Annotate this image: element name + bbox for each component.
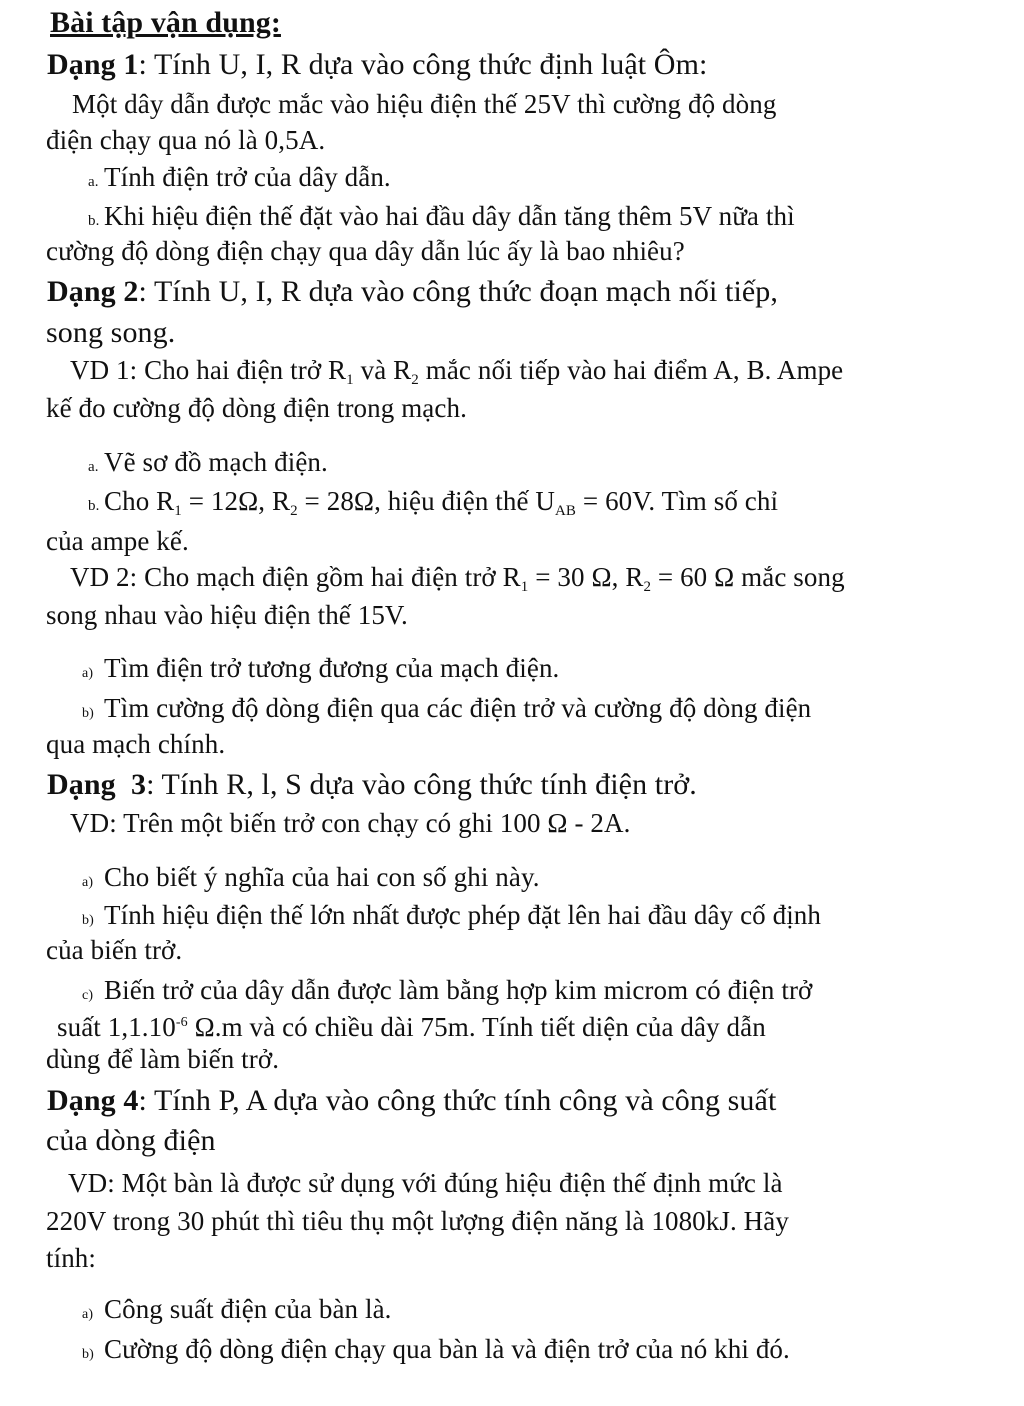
dang4-vd-line3: tính:: [46, 1243, 97, 1273]
dang2-heading-line2: song song.: [46, 316, 176, 349]
dang1-item-a: a. Tính điện trở của dây dẫn.: [88, 162, 391, 192]
dang1-problem-line1: Một dây dẫn được mắc vào hiệu điện thế 25V thì cường độ dòng: [72, 89, 777, 119]
dang1-label: Dạng 1: [47, 48, 139, 81]
dang4-vd-line1: VD: Một bàn là được sử dụng với đúng hiệu điện thế định mức là: [68, 1168, 783, 1198]
vd1-item-b-line2: của ampe kế.: [46, 526, 189, 556]
dang3-item-b-line1: b) Tính hiệu điện thế lớn nhất được phép đặt lên hai đầu dây cố định: [82, 900, 822, 930]
item-marker: a): [82, 1307, 94, 1322]
dang3-item-a: a) Cho biết ý nghĩa của hai con số ghi này.: [82, 862, 540, 892]
dang3-item-b-line2: của biến trở.: [46, 935, 183, 965]
item-marker: a.: [88, 174, 99, 190]
vd1-item-b-line1: b. Cho $R_1 = 12\Omega$, $R_2 = 28\Omega$, hiệu điện thế $U_{AB} = 60V$. Tìm số chỉ: [88, 486, 779, 519]
vd2-item-b-line1: b) Tìm cường độ dòng điện qua các điện trở và cường độ dòng điện: [82, 693, 812, 723]
dang4-heading-line2: của dòng điện: [46, 1124, 216, 1157]
dang2-label: Dạng 2: [47, 275, 139, 308]
dang4-item-b: b) Cường độ dòng điện chạy qua bàn là và điện trở của nó khi đó.: [82, 1334, 790, 1364]
dang3-item-c-line2: suất $1,1.10^{-6}$ Ω.m và có chiều dài 75m. Tính tiết diện của dây dẫn: [57, 1012, 766, 1042]
dang4-item-a: a) Công suất điện của bàn là.: [82, 1294, 392, 1324]
item-marker: b): [82, 1347, 94, 1362]
item-marker: a): [82, 666, 94, 681]
dang1-item-b-line2: cường độ dòng điện chạy qua dây dẫn lúc ấy là bao nhiêu?: [46, 236, 685, 266]
dang2-heading-line1: Dạng 2: Tính U, I, R dựa vào công thức đoạn mạch nối tiếp,: [47, 275, 778, 308]
vd1-line2: kế đo cường độ dòng điện trong mạch.: [46, 393, 467, 423]
item-marker: a): [82, 875, 94, 890]
vd1-item-a: a. Vẽ sơ đồ mạch điện.: [88, 447, 328, 477]
item-marker: a.: [88, 459, 99, 475]
dang3-vd: VD: Trên một biến trở con chạy có ghi 100 Ω - 2A.: [70, 808, 631, 838]
vd2-line1: VD 2: Cho mạch điện gồm hai điện trở $R_1 = 30$ Ω, $R_2 = 60$ Ω mắc song: [70, 562, 845, 595]
dang3-item-c-line3: dùng để làm biến trở.: [46, 1044, 280, 1074]
page-title: Bài tập vận dụng:: [50, 6, 281, 39]
item-marker: b): [82, 706, 94, 721]
vd1-line1: VD 1: Cho hai điện trở $R_1$ và $R_2$ mắc nối tiếp vào hai điểm A, B. Ampe: [70, 355, 844, 388]
item-marker: b): [82, 913, 94, 928]
item-marker: b.: [88, 498, 100, 514]
vd2-line2: song nhau vào hiệu điện thế 15V.: [46, 600, 408, 630]
vd2-item-a: a) Tìm điện trở tương đương của mạch điện.: [82, 653, 560, 683]
vd2-item-b-line2: qua mạch chính.: [46, 729, 226, 759]
dang3-label: Dạng 3: [47, 768, 147, 801]
dang1-problem-line2: điện chạy qua nó là 0,5A.: [46, 125, 326, 155]
dang1-item-b-line1: b. Khi hiệu điện thế đặt vào hai đầu dây dẫn tăng thêm 5V nữa thì: [88, 201, 795, 231]
item-marker: c): [82, 988, 94, 1003]
dang4-heading-line1: Dạng 4: Tính P, A dựa vào công thức tính công và công suất: [47, 1084, 777, 1117]
dang1-heading: Dạng 1: Tính U, I, R dựa vào công thức định luật Ôm:: [47, 48, 708, 81]
dang3-heading: Dạng 3: Tính R, l, S dựa vào công thức tính điện trở.: [47, 768, 697, 801]
dang3-item-c-line1: c) Biến trở của dây dẫn được làm bằng hợp kim microm có điện trở: [82, 975, 813, 1005]
item-marker: b.: [88, 213, 100, 229]
dang4-vd-line2: 220V trong 30 phút thì tiêu thụ một lượng điện năng là 1080kJ. Hãy: [46, 1206, 789, 1236]
dang4-label: Dạng 4: [47, 1084, 139, 1117]
